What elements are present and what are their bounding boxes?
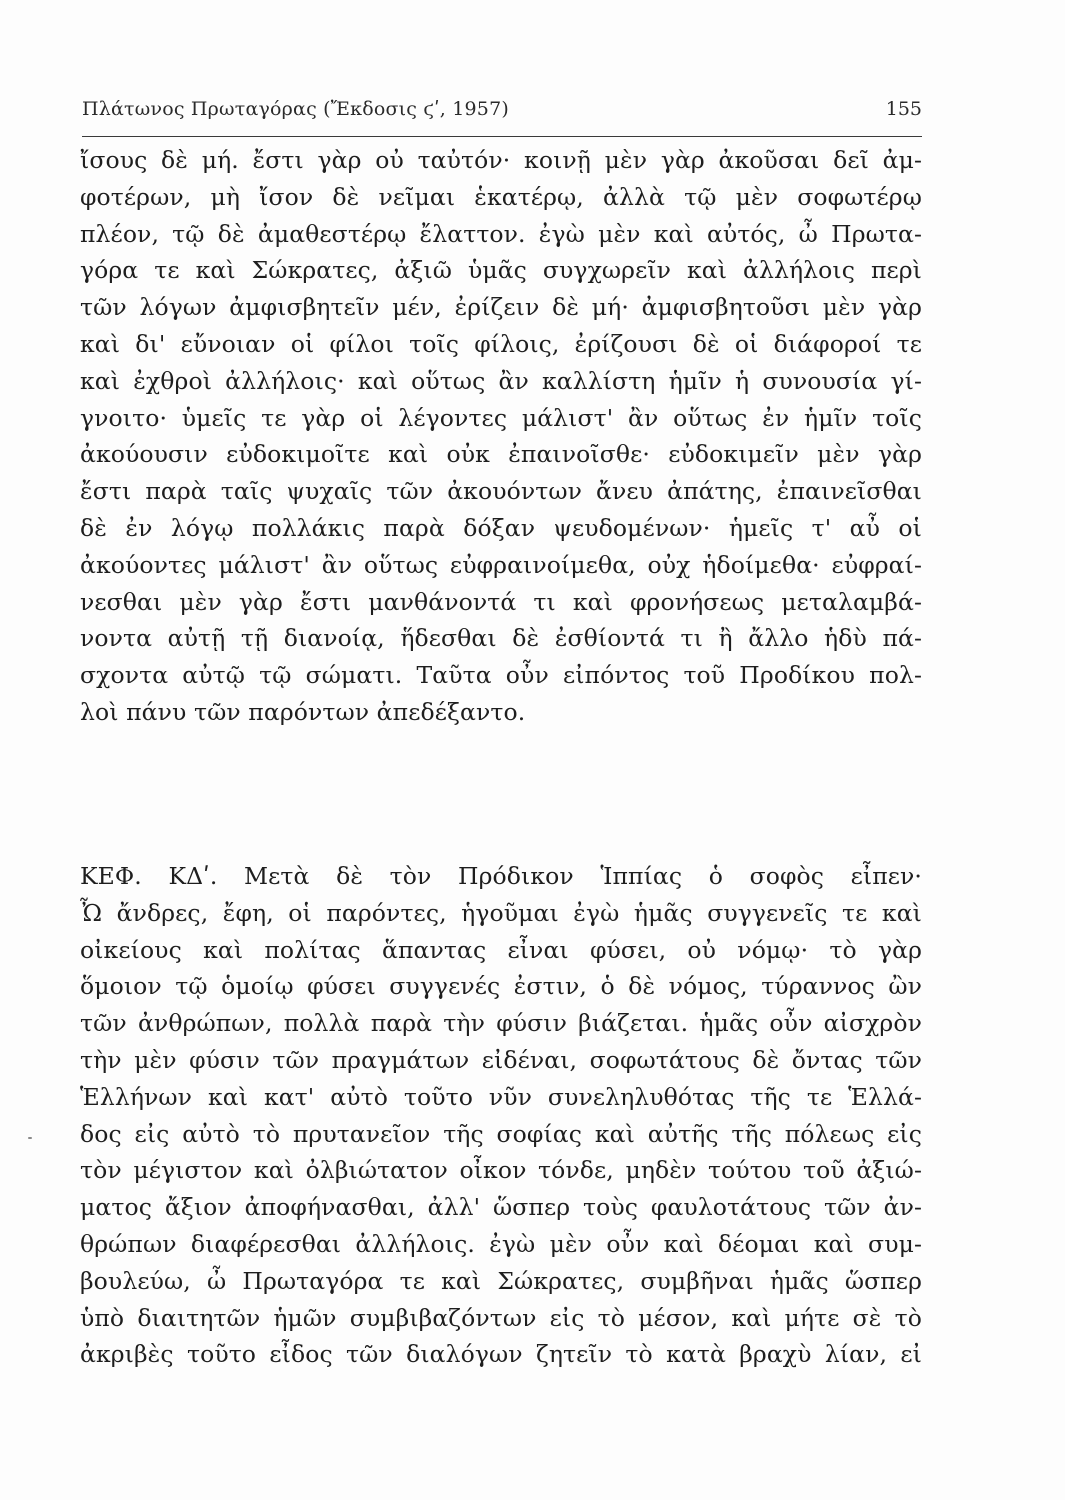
text-line: ἀκούοντες μάλιστ' ἂν οὕτως εὐφραινοίμεθα, οὐχ ἡδοίμεθα· εὐφραί- — [80, 550, 922, 579]
text-line: δὲ ἐν λόγῳ πολλάκις παρὰ δόξαν ψευδομένων· ἡμεῖς τ' αὖ οἱ — [80, 513, 922, 542]
text-line: τῶν ἀνθρώπων, πολλὰ παρὰ τὴν φύσιν βιάζεται. ἡμᾶς οὖν αἰσχρὸν — [80, 1009, 922, 1038]
text-line: ὅμοιον τῷ ὁμοίῳ φύσει συγγενές ἐστιν, ὁ δὲ νόμος, τύραννος ὢν — [80, 972, 922, 1001]
text-line: ἔστι παρὰ ταῖς ψυχαῖς τῶν ἀκουόντων ἄνευ ἀπάτης, ἐπαινεῖσθαι — [80, 477, 922, 506]
text-line: ἀκούουσιν εὐδοκιμοῖτε καὶ οὐκ ἐπαινοῖσθε· εὐδοκιμεῖν μὲν γὰρ — [80, 440, 922, 469]
text-line: νεσθαι μὲν γὰρ ἔστι μανθάνοντά τι καὶ φρονήσεως μεταλαμβά- — [80, 587, 922, 616]
text-line: νοντα αὐτῇ τῇ διανοίᾳ, ἥδεσθαι δὲ ἐσθίοντά τι ἢ ἄλλο ἡδὺ πά- — [80, 624, 922, 653]
text-line: σχοντα αὐτῷ τῷ σώματι. Ταῦτα οὖν εἰπόντος τοῦ Προδίκου πολ- — [80, 661, 922, 690]
text-line: πλέον, τῷ δὲ ἀμαθεστέρῳ ἔλαττον. ἐγὼ μὲν καὶ αὐτός, ὦ Πρωτα- — [80, 219, 922, 248]
text-line: τὸν μέγιστον καὶ ὀλβιώτατον οἶκον τόνδε, μηδὲν τούτου τοῦ ἀξιώ- — [80, 1156, 922, 1185]
page-number: 155 — [885, 98, 922, 120]
text-line: θρώπων διαφέρεσθαι ἀλλήλοις. ἐγὼ μὲν οὖν καὶ δέομαι καὶ συμ- — [80, 1229, 922, 1258]
text-line: ματος ἄξιον ἀποφήνασθαι, ἀλλ' ὥσπερ τοὺς φαυλοτάτους τῶν ἀν- — [80, 1193, 922, 1222]
text-line: ὑπὸ διαιτητῶν ἡμῶν συμβιβαζόντων εἰς τὸ μέσον, καὶ μήτε σὲ τὸ — [80, 1303, 922, 1332]
scan-speck — [28, 1137, 32, 1139]
running-title: Πλάτωνος Πρωταγόρας (Ἔκδοσις ϛʹ, 1957) — [82, 98, 509, 120]
text-line: φοτέρων, μὴ ἴσον δὲ νεῖμαι ἑκατέρῳ, ἀλλὰ τῷ μὲν σοφωτέρῳ — [80, 182, 922, 211]
text-line: καὶ δι' εὔνοιαν οἱ φίλοι τοῖς φίλοις, ἐρίζουσι δὲ οἱ διάφοροί τε — [80, 329, 922, 358]
paragraph-2 — [80, 858, 922, 1373]
text-line: δος εἰς αὐτὸ τὸ πρυτανεῖον τῆς σοφίας καὶ αὐτῆς τῆς πόλεως εἰς — [80, 1119, 922, 1148]
text-line: τῶν λόγων ἀμφισβητεῖν μέν, ἐρίζειν δὲ μή· ἀμφισβητοῦσι μὲν γὰρ — [80, 293, 922, 322]
chapter-opening-line: ΚΕΦ. ΚΔʹ. Μετὰ δὲ τὸν Πρόδικον Ἱππίας ὁ σοφὸς εἶπεν· — [80, 862, 922, 890]
text-line: Ἑλλήνων καὶ κατ' αὐτὸ τοῦτο νῦν συνεληλυθότας τῆς τε Ἑλλά- — [80, 1082, 922, 1111]
text-line: τὴν μὲν φύσιν τῶν πραγμάτων εἰδέναι, σοφωτάτους δὲ ὄντας τῶν — [80, 1045, 922, 1074]
text-line: Ὦ ἄνδρες, ἔφη, οἱ παρόντες, ἡγοῦμαι ἐγὼ ἡμᾶς συγγενεῖς τε καὶ — [80, 898, 922, 927]
running-head — [82, 98, 922, 137]
text-line: καὶ ἐχθροὶ ἀλλήλοις· καὶ οὕτως ἂν καλλίστη ἡμῖν ἡ συνουσία γί- — [80, 366, 922, 395]
text-line: λοὶ πάνυ τῶν παρόντων ἀπεδέξαντο. — [80, 697, 526, 726]
text-line: γνοιτο· ὑμεῖς τε γὰρ οἱ λέγοντες μάλιστ' ἂν οὕτως ἐν ἡμῖν τοῖς — [80, 403, 922, 432]
text-line: οἰκείους καὶ πολίτας ἅπαντας εἶναι φύσει, οὐ νόμῳ· τὸ γὰρ — [80, 935, 922, 964]
paragraph-1 — [80, 142, 922, 731]
text-line: γόρα τε καὶ Σώκρατες, ἀξιῶ ὑμᾶς συγχωρεῖν καὶ ἀλλήλοις περὶ — [80, 256, 922, 285]
text-line: ἀκριβὲς τοῦτο εἶδος τῶν διαλόγων ζητεῖν τὸ κατὰ βραχὺ λίαν, εἰ — [80, 1340, 922, 1369]
text-line: βουλεύω, ὦ Πρωταγόρα τε καὶ Σώκρατες, συμβῆναι ἡμᾶς ὥσπερ — [80, 1266, 922, 1295]
text-line: ἴσους δὲ μή. ἔστι γὰρ οὐ ταὐτόν· κοινῇ μὲν γὰρ ἀκοῦσαι δεῖ ἀμ- — [80, 146, 922, 174]
